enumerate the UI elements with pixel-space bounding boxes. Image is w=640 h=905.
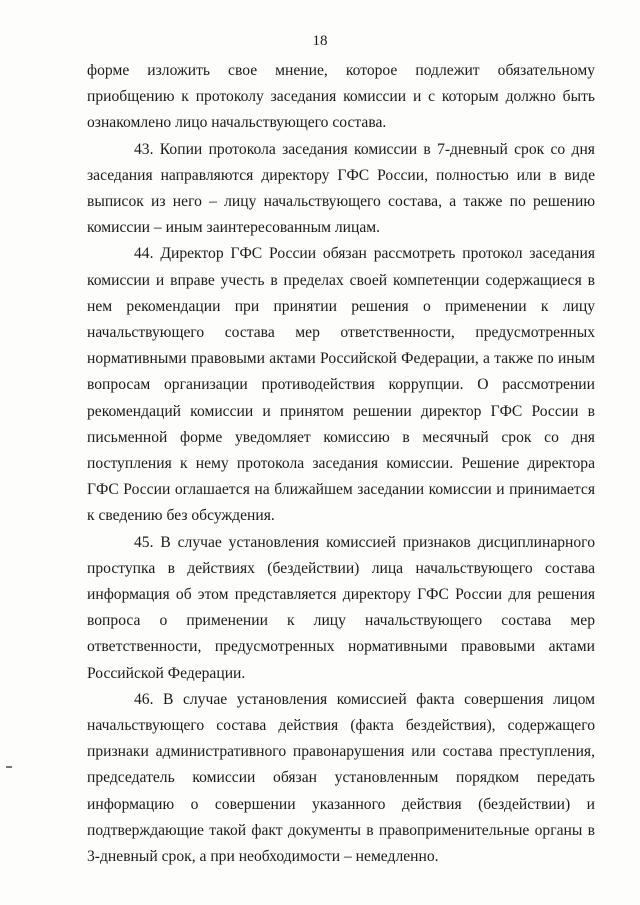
paragraph-45: 45. В случае установления комиссией признаков дисциплинарного проступка в действиях (бездействии) лица начальствующего состава информация об этом представляется директору ГФС России для решения вопроса о применении к лицу начальствующего состава мер ответственности, предусмотренных нормативными правовыми актами Российской Федерации. — [87, 533, 595, 682]
page-number: 18 — [312, 33, 328, 49]
paragraph-continuation: форме изложить свое мнение, которое подлежит обязательному приобщению к протоколу заседания комиссии и с которым должно быть ознакомлено лицо начальствующего состава. — [87, 62, 595, 132]
scan-mark — [6, 766, 12, 768]
paragraph-44: 44. Директор ГФС России обязан рассмотреть протокол заседания комиссии и вправе учесть в пределах своей компетенции содержащиеся в нем рекомендации при принятии решения о применении к лицу начальствующего состава мер ответственности, предусмотренных нормативными правовыми актами Российской Федерации, а также по иным вопросам организации противодействия коррупции. О рассмотрении рекомендаций комиссии и принятом решении директор ГФС России в письменной форме уведомляет комиссию в месячный срок со дня поступления к нему протокола заседания комиссии. Решение директора ГФС России оглашается на ближайшем заседании комиссии и принимается к сведению без обсуждения. — [87, 245, 595, 525]
paragraph-46: 46. В случае установления комиссией факта совершения лицом начальствующего состава действия (факта бездействия), содержащего признаки административного правонарушения или состава преступления, председатель комиссии обязан установленным порядком передать информацию о совершении указанного действия (бездействии) и подтверждающие такой факт документы в правоприменительные органы в 3-дневный срок, а при необходимости – немедленно. — [87, 690, 595, 866]
paragraph-43: 43. Копии протокола заседания комиссии в 7-дневный срок со дня заседания направляются директору ГФС России, полностью или в виде выписок из него – лицу начальствующего состава, а также по решению комиссии – иным заинтересованным лицам. — [87, 140, 595, 237]
document-body — [87, 58, 595, 870]
